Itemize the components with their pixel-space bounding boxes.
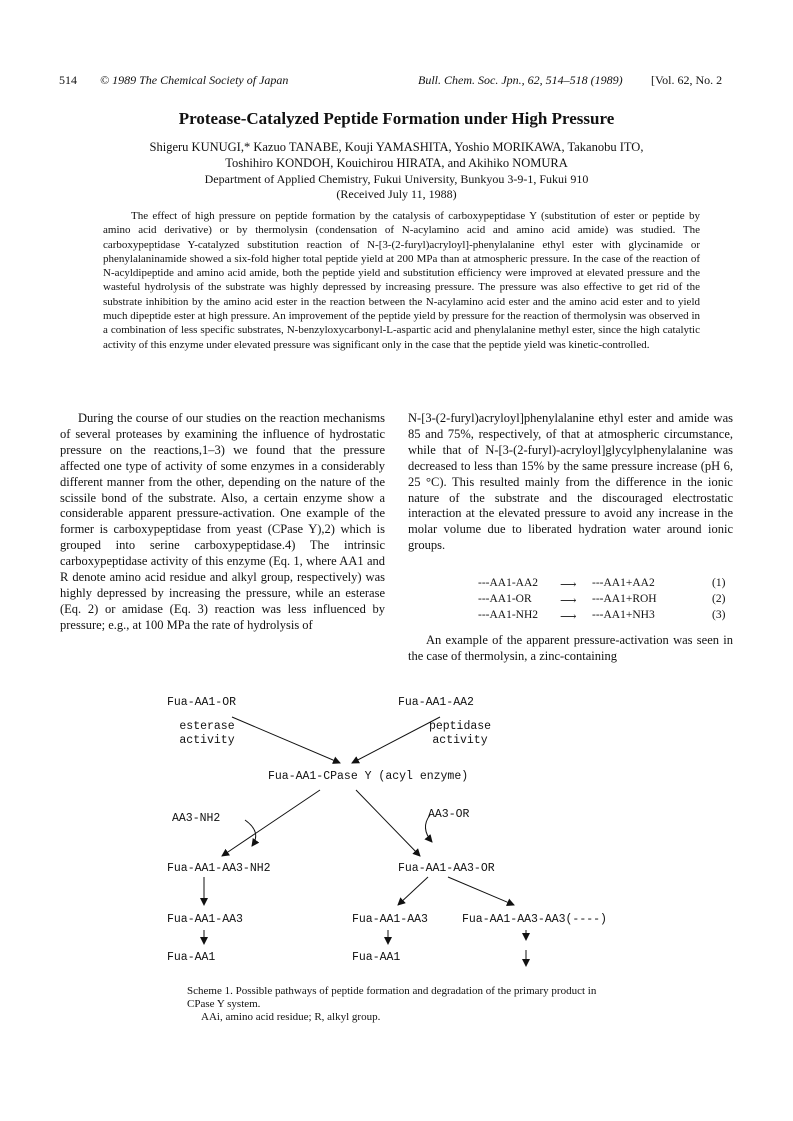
body-right-paragraph-2: An example of the apparent pressure-activation was seen in the case of thermolysin, a zinc-containing [408,633,733,663]
scheme-ester-nucleophile: AA3-OR [428,808,470,821]
scheme-dipeptide-left: Fua-AA1-AA3 [167,913,243,926]
scheme-hydrolysis-left: Fua-AA1 [167,951,216,964]
authors-line-1: Shigeru KUNUGI,* Kazuo TANABE, Kouji YAMASHITA, Yoshio MORIKAWA, Takanobu ITO, [149,140,644,154]
reaction-arrow: ⟶ [560,611,577,623]
equation-number: (3) [712,609,726,621]
scheme-hydrolysis-right: Fua-AA1 [352,951,401,964]
abstract: The effect of high pressure on peptide formation by the catalysis of carboxypeptidase Y (substitution of ester or peptide by amino acid derivative) or by thermolysin (condensation of N-acylamino acid and amino acid amide) was studied. The carboxypeptidase Y-catalyzed substitution reaction of N-[3-(2-furyl)acryloyl]-phenylalanine ethyl ester with glycinamide or phenylalaninamide showed a six-fold higher total peptide yield at 200 MPa than at atmospheric pressure. In the case of the reaction of N-acyldipeptide and amino acid amide, both the peptide yield and substitution efficiency were improved at elevated pressure and the wasteful hydrolysis of the substrate was highly depressed by increasing pressure. The pressure was also effective to get rid of the substrate inhibition by the amino acid ester in the reaction between the N-acylamino acid ester and the amino acid ester and to yield much dipeptide ester at high pressure. An improvement of the peptide yield by pressure for the reaction of thermolysin was observed in a combination of less specific substrates, N-benzyloxycarbonyl-L-aspartic acid and phenylalanine methyl ester, since the high catalytic activity of this enzyme under elevated pressure was significant only in the case that the peptide yield was kinetic-controlled. [103,210,700,351]
scheme-ester-product: Fua-AA1-AA3-OR [398,862,495,875]
authors-line-2: Toshihiro KONDOH, Kouichirou HIRATA, and Akihiko NOMURA [225,156,568,170]
equation-rhs: ---AA1+ROH [592,593,657,605]
equation-lhs: ---AA1-NH2 [478,609,539,621]
affiliation: Department of Applied Chemistry, Fukui University, Bunkyou 3-9-1, Fukui 910 [204,172,589,186]
equation-number: (2) [712,593,726,605]
arrow-ester-to-dipeptide [398,877,428,905]
scheme-acyl-enzyme: Fua-AA1-CPase Y (acyl enzyme) [268,770,469,783]
article-title: Protease-Catalyzed Peptide Formation under High Pressure [178,109,615,128]
scheme-ester-substrate: Fua-AA1-OR [167,696,237,709]
volume-info: [Vol. 62, No. 2 [651,73,723,87]
equation-lhs: ---AA1-AA2 [478,577,539,589]
arrow-amide-nucleophile [245,820,256,846]
body-left-paragraph: During the course of our studies on the reaction mechanisms of several proteases by examining the influence of hydrostatic pressure on the reactions,1–3) we found that the pressure affected one type of activity of some enzymes in a considerably different manner from the other, depending on the nature of the scissile bond of the substrate. Also, a certain enzyme show a considerable apparent pressure-activation. One example of the former is carboxypeptidase from yeast (CPase Y),2) which is grouped into serine carboxypeptidase.4) The intrinsic carboxypeptidase activity of this enzyme (Eq. 1, where AA1 and R denote amino acid residue and alkyl group, respectively) was highly depressed by increasing the pressure, while an esterase (Eq. 2) or amidase (Eq. 3) reaction was less influenced by pressure; e.g., at 100 MPa the rate of hydrolysis of [60,411,385,632]
arrow-to-amide-product [222,790,320,856]
scheme-amide-product: Fua-AA1-AA3-NH2 [167,862,271,875]
scheme-esterase-label: esterase activity [179,720,235,747]
equation-rhs: ---AA1+AA2 [592,577,655,589]
body-right-paragraph-1: N-[3-(2-furyl)acryloyl]phenylalanine ethyl ester and amide was 85 and 75%, respectively, of that at atmospheric circumstance, while that of N-[3-(2-furyl)-acryloyl]glycylphenylalanine was decreased to less than 15% by the same pressure increase (pH 6, 25 °C). This resulted mainly from the difference in the ionic nature of the substrate and the discouraged electrostatic interaction at the elevated pressure to avoid any increase in the molar volume due to liberated hydration water around ionic groups. [408,411,733,553]
arrow-esterase [232,717,340,763]
scheme-caption-note: AAi, amino acid residue; R, alkyl group. [201,1011,381,1023]
scheme-caption [187,985,617,1024]
copyright-line: © 1989 The Chemical Society of Japan [100,73,289,87]
arrow-to-ester-product [356,790,420,856]
scheme-peptide-substrate: Fua-AA1-AA2 [398,696,474,709]
equation-number: (1) [712,577,726,589]
reaction-arrow: ⟶ [560,595,577,607]
scheme-dipeptide-right: Fua-AA1-AA3 [352,913,428,926]
reaction-arrow: ⟶ [560,579,577,591]
scheme-tripeptide: Fua-AA1-AA3-AA3(----) [462,913,607,926]
scheme-caption-title: Scheme 1. Possible pathways of peptide formation and degradation of the primary product in CPase Y system. [187,985,597,1010]
scheme-peptidase-label: peptidase activity [428,720,492,747]
received-date: (Received July 11, 1988) [336,187,457,201]
page-number: 514 [59,73,77,87]
scheme-amide-nucleophile: AA3-NH2 [172,812,221,825]
arrow-ester-to-tripeptide [448,877,514,905]
equation-rhs: ---AA1+NH3 [592,609,655,621]
equation-lhs: ---AA1-OR [478,593,532,605]
journal-citation: Bull. Chem. Soc. Jpn., 62, 514–518 (1989) [418,73,623,87]
